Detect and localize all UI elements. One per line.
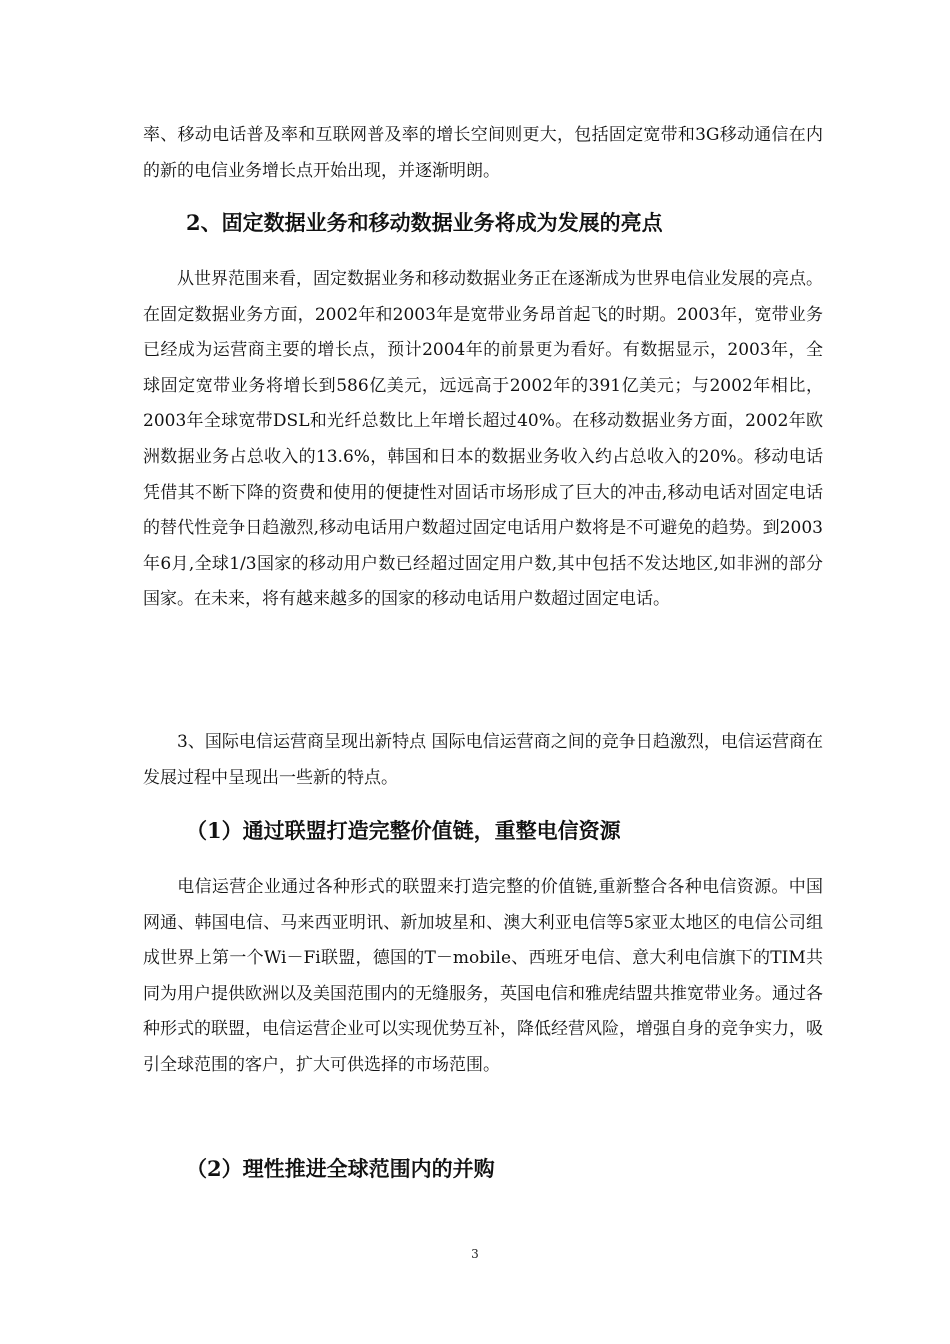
paragraph-intro-continued bbox=[143, 118, 823, 189]
paragraph-text: 从世界范围来看，固定数据业务和移动数据业务正在逐渐成为世界电信业发展的亮点。在固定数据业务方面，2002年和2003年是宽带业务昂首起飞的时期。2003年，宽带业务已经成为运营商主要的增长点，预计2004年的前景更为看好。有数据显示，2003年，全球固定宽带业务将增长到586亿美元，远远高于2002年的391亿美元；与2002年相比，2003年全球宽带DSL和光纤总数比上年增长超过40%。在移动数据业务方面，2002年欧洲数据业务占总收入的13.6%，韩国和日本的数据业务收入约占总收入的20%。移动电话凭借其不断下降的资费和使用的便捷性对固话市场形成了巨大的冲击,移动电话对固定电话的替代性竞争日趋激烈,移动电话用户数超过固定电话用户数将是不可避免的趋势。到2003年6月,全球1/3国家的移动用户数已经超过固定用户数,其中包括不发达地区,如非洲的部分国家。在未来，将有越来越多的国家的移动电话用户数超过固定电话。 bbox=[143, 269, 823, 610]
subsection-heading-2: （2）理性推进全球范围内的并购 bbox=[186, 1156, 495, 1181]
section-heading-2: 2、固定数据业务和移动数据业务将成为发展的亮点 bbox=[186, 210, 663, 235]
paragraph-text: 3、国际电信运营商呈现出新特点 国际电信运营商之间的竞争日趋激烈，电信运营商在发展过程中呈现出一些新的特点。 bbox=[143, 732, 823, 788]
subsection-heading-1: （1）通过联盟打造完整价值链，重整电信资源 bbox=[186, 818, 621, 843]
paragraph-operators-features bbox=[143, 725, 823, 796]
paragraph-text: 电信运营企业通过各种形式的联盟来打造完整的价值链,重新整合各种电信资源。中国网通、韩国电信、马来西亚明讯、新加坡星和、澳大利亚电信等5家亚太地区的电信公司组成世界上第一个Wi－Fi联盟，德国的T－mobile、西班牙电信、意大利电信旗下的TIM共同为用户提供欧洲以及美国范围内的无缝服务，英国电信和雅虎结盟共推宽带业务。通过各种形式的联盟，电信运营企业可以实现优势互补，降低经营风险，增强自身的竞争实力，吸引全球范围的客户，扩大可供选择的市场范围。 bbox=[143, 877, 823, 1075]
paragraph-data-services bbox=[143, 262, 823, 618]
paragraph-text: 率、移动电话普及率和互联网普及率的增长空间则更大，包括固定宽带和3G移动通信在内的新的电信业务增长点开始出现，并逐渐明朗。 bbox=[143, 125, 823, 181]
paragraph-alliances bbox=[143, 870, 823, 1084]
page-number: 3 bbox=[471, 1247, 479, 1261]
